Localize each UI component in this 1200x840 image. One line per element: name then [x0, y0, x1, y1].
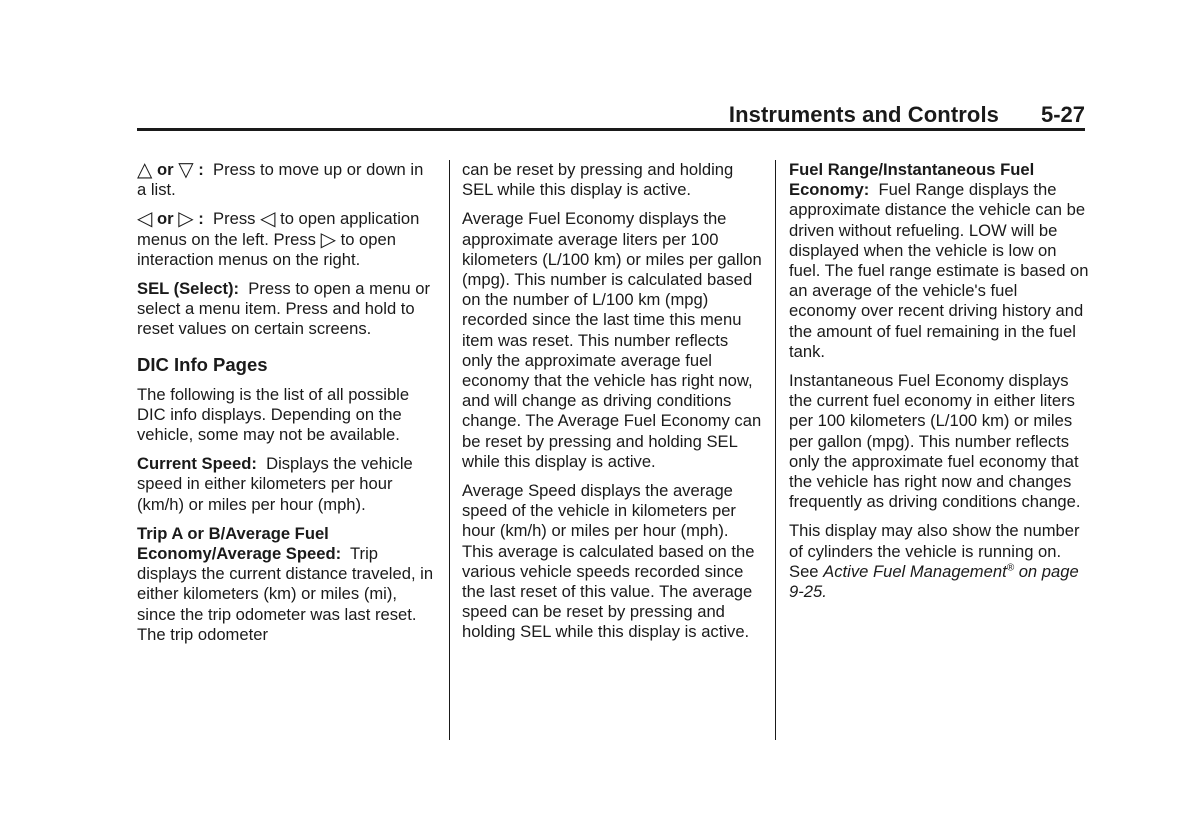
page-number: 5-27: [1040, 102, 1085, 127]
cylinders-paragraph: [789, 521, 1089, 602]
trip-paragraph: [137, 524, 437, 645]
updown-paragraph: [137, 160, 437, 200]
lr-or: or: [157, 209, 174, 229]
column-3: [789, 160, 1089, 611]
fuel-range-label: Fuel Range/Instantaneous Fuel Economy:: [789, 160, 1035, 200]
reset-paragraph: can be reset by pressing and holding SEL while this display is active.: [462, 160, 734, 200]
lr-text-1: Press: [213, 209, 256, 229]
avg-fuel-paragraph: Average Fuel Economy displays the approximate average liters per 100 kilometers (L/100 km) or miles per gallon (mpg). This number is calculated based on the number of L/100 km (mpg) recorded since the last time this menu item was reset. This number reflects only the approximate average fuel economy that the vehicle has right now, and will change as driving conditions change. The Average Fuel Economy can be reset by pressing and holding SEL while this display is active.: [462, 209, 762, 471]
cylinders-text: This display may also show the number of cylinders the vehicle is running on. See: [789, 521, 1080, 581]
trip-text: Trip displays the current distance traveled, in either kilometers (km) or miles (mi), since the trip odometer was last reset. The trip odometer: [137, 544, 434, 644]
speed-label: Current Speed:: [137, 454, 257, 474]
trip-label: Trip A or B/Average Fuel Economy/Average Speed:: [137, 523, 342, 564]
right-triangle-icon: ▷: [178, 208, 194, 231]
updown-or: or: [157, 160, 174, 179]
updown-text: Press to move up or down in a list.: [137, 160, 424, 200]
afm-link-text[interactable]: Active Fuel Management: [823, 561, 1007, 581]
column-divider-1: [449, 160, 450, 740]
afm-page-ref[interactable]: on page 9-25.: [789, 561, 1079, 602]
down-triangle-icon: ▽: [178, 159, 194, 181]
column-divider-2: [775, 160, 776, 740]
sel-paragraph: [137, 279, 437, 340]
up-triangle-icon: △: [137, 159, 153, 181]
dic-info-heading: DIC Info Pages: [137, 353, 268, 375]
sel-text: Press to open a menu or select a menu item. Press and hold to reset values on certain screens.: [137, 279, 431, 339]
avg-speed-paragraph: Average Speed displays the average speed of the vehicle in kilometers per hour (km/h) or miles per hour (mph). This average is calculated based on the various vehicle speeds recorded since the last reset of this value. The average speed can be reset by pressing and holding SEL while this display is active.: [462, 481, 755, 642]
header-rule: [137, 128, 1085, 131]
left-triangle-icon: ◁: [260, 208, 276, 231]
column-1: [137, 160, 437, 654]
instant-fuel-paragraph: Instantaneous Fuel Economy displays the current fuel economy in either liters per 100 kilometers (L/100 km) or miles per gallon (mpg). This number reflects only the approximate fuel economy that the vehicle has right now and changes frequently as driving conditions change.: [789, 371, 1081, 512]
fuel-range-text: Fuel Range displays the approximate distance the vehicle can be driven without refueling. LOW will be displayed when the vehicle is low on fuel. The fuel range estimate is based on an average of the vehicle's fuel economy over recent driving history and the amount of fuel remaining in the fuel tank.: [789, 180, 1089, 361]
column-2: [462, 160, 762, 652]
afm-link[interactable]: [789, 562, 1079, 601]
lr-text-2: to open application menus on the left. Press: [137, 209, 420, 249]
intro-paragraph: The following is the list of all possible DIC info displays. Depending on the vehicle, some may not be available.: [137, 384, 410, 445]
updown-colon: :: [198, 160, 204, 179]
fuel-range-paragraph: [789, 160, 1089, 362]
page-header: [137, 100, 1085, 130]
leftright-paragraph: [137, 209, 437, 270]
speed-text: Displays the vehicle speed in either kilometers per hour (km/h) or miles per hour (mph).: [137, 454, 413, 514]
right-triangle-icon: ▷: [320, 228, 336, 251]
lr-text-3: to open interaction menus on the right.: [137, 229, 396, 269]
speed-paragraph: [137, 454, 437, 515]
left-triangle-icon: ◁: [137, 208, 153, 231]
lr-colon: :: [198, 209, 204, 229]
section-title: Instruments and Controls: [728, 102, 999, 127]
sel-label: SEL (Select):: [137, 279, 240, 299]
registered-mark: ®: [1006, 562, 1015, 574]
